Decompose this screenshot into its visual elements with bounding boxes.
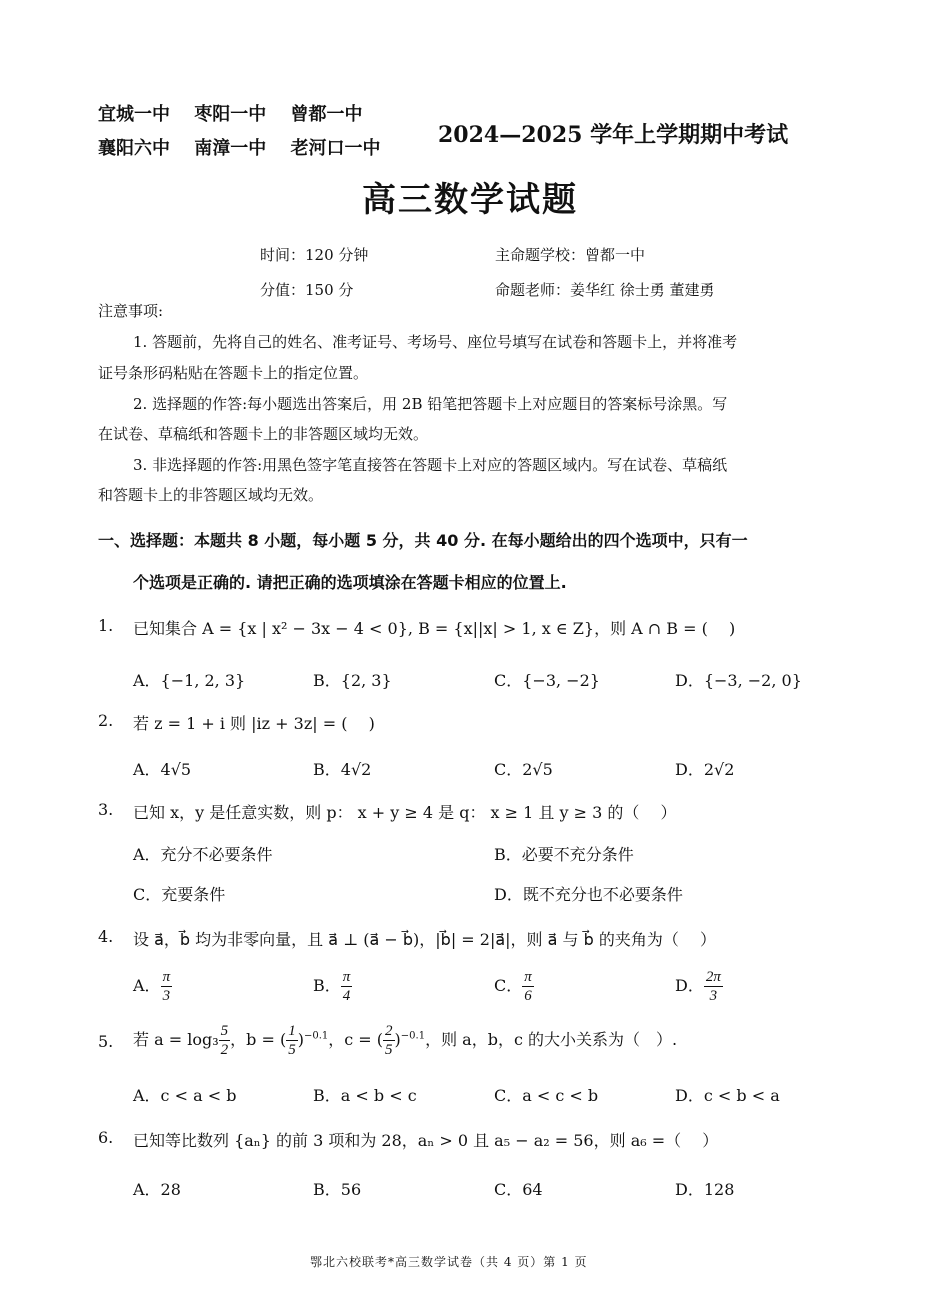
page-footer: 鄂北六校联考*高三数学试卷（共 4 页）第 1 页: [310, 1255, 588, 1269]
question-6-option-d: D．128: [675, 1180, 735, 1199]
notice-item-3-line-1: 3. 非选择题的作答:用黑色签字笔直接答在答题卡上对应的答题区域内。写在试卷、草稿纸: [133, 456, 728, 474]
question-2-text: 若 z = 1 + i 则 |iz + 3z| = ( ): [133, 714, 375, 733]
notice-item-2-line-2: 在试卷、草稿纸和答题卡上的非答题区域均无效。: [98, 425, 429, 443]
question-5-number: 5.: [98, 1032, 114, 1051]
question-6-option-c: C．64: [494, 1180, 543, 1199]
question-2-option-a: A．4√5: [133, 760, 192, 779]
schools-row-1: 宜城一中 枣阳一中 曾都一中: [98, 104, 363, 125]
page-title: 高三数学试题: [362, 180, 578, 220]
question-4-option-a: A． $\frac{\pi}{3}$: [133, 969, 171, 1004]
question-6-text: 已知等比数列 {aₙ} 的前 3 项和为 28，aₙ > 0 且 a₅ − a₂ = 56，则 a₆ =（ ）: [133, 1131, 719, 1150]
question-4-option-c: C． $\frac{\pi}{6}$: [494, 969, 532, 1004]
schools-row-2: 襄阳六中 南漳一中 老河口一中: [98, 138, 381, 159]
question-2-option-b: B．4√2: [313, 760, 372, 779]
question-1-option-b: B．{2, 3}: [313, 671, 392, 690]
question-5-option-c: C．a < c < b: [494, 1086, 599, 1105]
question-1-option-a: A．{−1, 2, 3}: [133, 671, 246, 690]
question-4-text: 设 a⃗，b⃗ 均为非零向量，且 a⃗ ⊥ (a⃗ − b⃗)，|b⃗| = 2|a⃗|，则 a⃗ 与 b⃗ 的夹角为（ ）: [133, 930, 716, 949]
question-3-option-d: D．既不充分也不必要条件: [494, 885, 683, 904]
exam-score: 分值：150 分: [260, 281, 354, 299]
section-1-line-1: 一、选择题：本题共 8 小题，每小题 5 分，共 40 分. 在每小题给出的四个选项中，只有一: [98, 531, 748, 550]
question-3-text: 已知 x，y 是任意实数，则 p： x + y ≥ 4 是 q： x ≥ 1 且 y ≥ 3 的（ ）: [133, 803, 677, 822]
exam-time: 时间：120 分钟: [260, 246, 369, 264]
question-5-text: 若 a = log₃ $\frac{5}{2}$ ，b = ( $\frac{1}{5}$ )$^{-0.1}$，c = ( $\frac{2}{5}$ )$^{-0.1}$，则 a，b，c 的大小关系为（ ）.: [133, 1023, 678, 1058]
question-5-option-b: B．a < b < c: [313, 1086, 417, 1105]
question-1-number: 1.: [98, 616, 114, 635]
notice-item-1-line-2: 证号条形码粘贴在答题卡上的指定位置。: [98, 364, 369, 382]
main-school: 主命题学校：曾都一中: [495, 246, 646, 264]
section-1-line-2: 个选项是正确的. 请把正确的选项填涂在答题卡相应的位置上.: [133, 573, 567, 592]
question-2-option-c: C．2√5: [494, 760, 553, 779]
question-6-option-a: A．28: [133, 1180, 181, 1199]
question-5-option-a: A．c < a < b: [133, 1086, 237, 1105]
question-6-option-b: B．56: [313, 1180, 362, 1199]
notice-item-3-line-2: 和答题卡上的非答题区域均无效。: [98, 486, 324, 504]
question-1-text: 已知集合 A = {x | x² − 3x − 4 < 0}, B = {x||x| > 1, x ∈ Z}，则 A ∩ B = ( ): [133, 619, 736, 638]
question-5-option-d: D．c < b < a: [675, 1086, 780, 1105]
question-4-option-b: B． $\frac{\pi}{4}$: [313, 969, 351, 1004]
question-2-number: 2.: [98, 711, 114, 730]
exam-teachers: 命题老师：姜华红 徐士勇 董建勇: [495, 281, 715, 299]
question-3-option-b: B．必要不充分条件: [494, 845, 634, 864]
notice-heading: 注意事项:: [98, 302, 164, 320]
question-3-number: 3.: [98, 800, 114, 819]
question-4-number: 4.: [98, 927, 114, 946]
question-4-option-d: D． $\frac{2\pi}{3}$: [675, 969, 721, 1004]
question-1-option-d: D．{−3, −2, 0}: [675, 671, 802, 690]
question-6-number: 6.: [98, 1128, 114, 1147]
notice-item-2-line-1: 2. 选择题的作答:每小题选出答案后，用 2B 铅笔把答题卡上对应题目的答案标号涂黑。写: [133, 395, 728, 413]
question-1-option-c: C．{−3, −2}: [494, 671, 600, 690]
question-3-option-a: A．充分不必要条件: [133, 845, 273, 864]
notice-item-1-line-1: 1. 答题前，先将自己的姓名、准考证号、考场号、座位号填写在试卷和答题卡上，并将准考: [133, 333, 738, 351]
question-3-option-c: C．充要条件: [133, 885, 226, 904]
question-2-option-d: D．2√2: [675, 760, 735, 779]
exam-name: 2024—2025 学年上学期期中考试: [438, 122, 789, 148]
